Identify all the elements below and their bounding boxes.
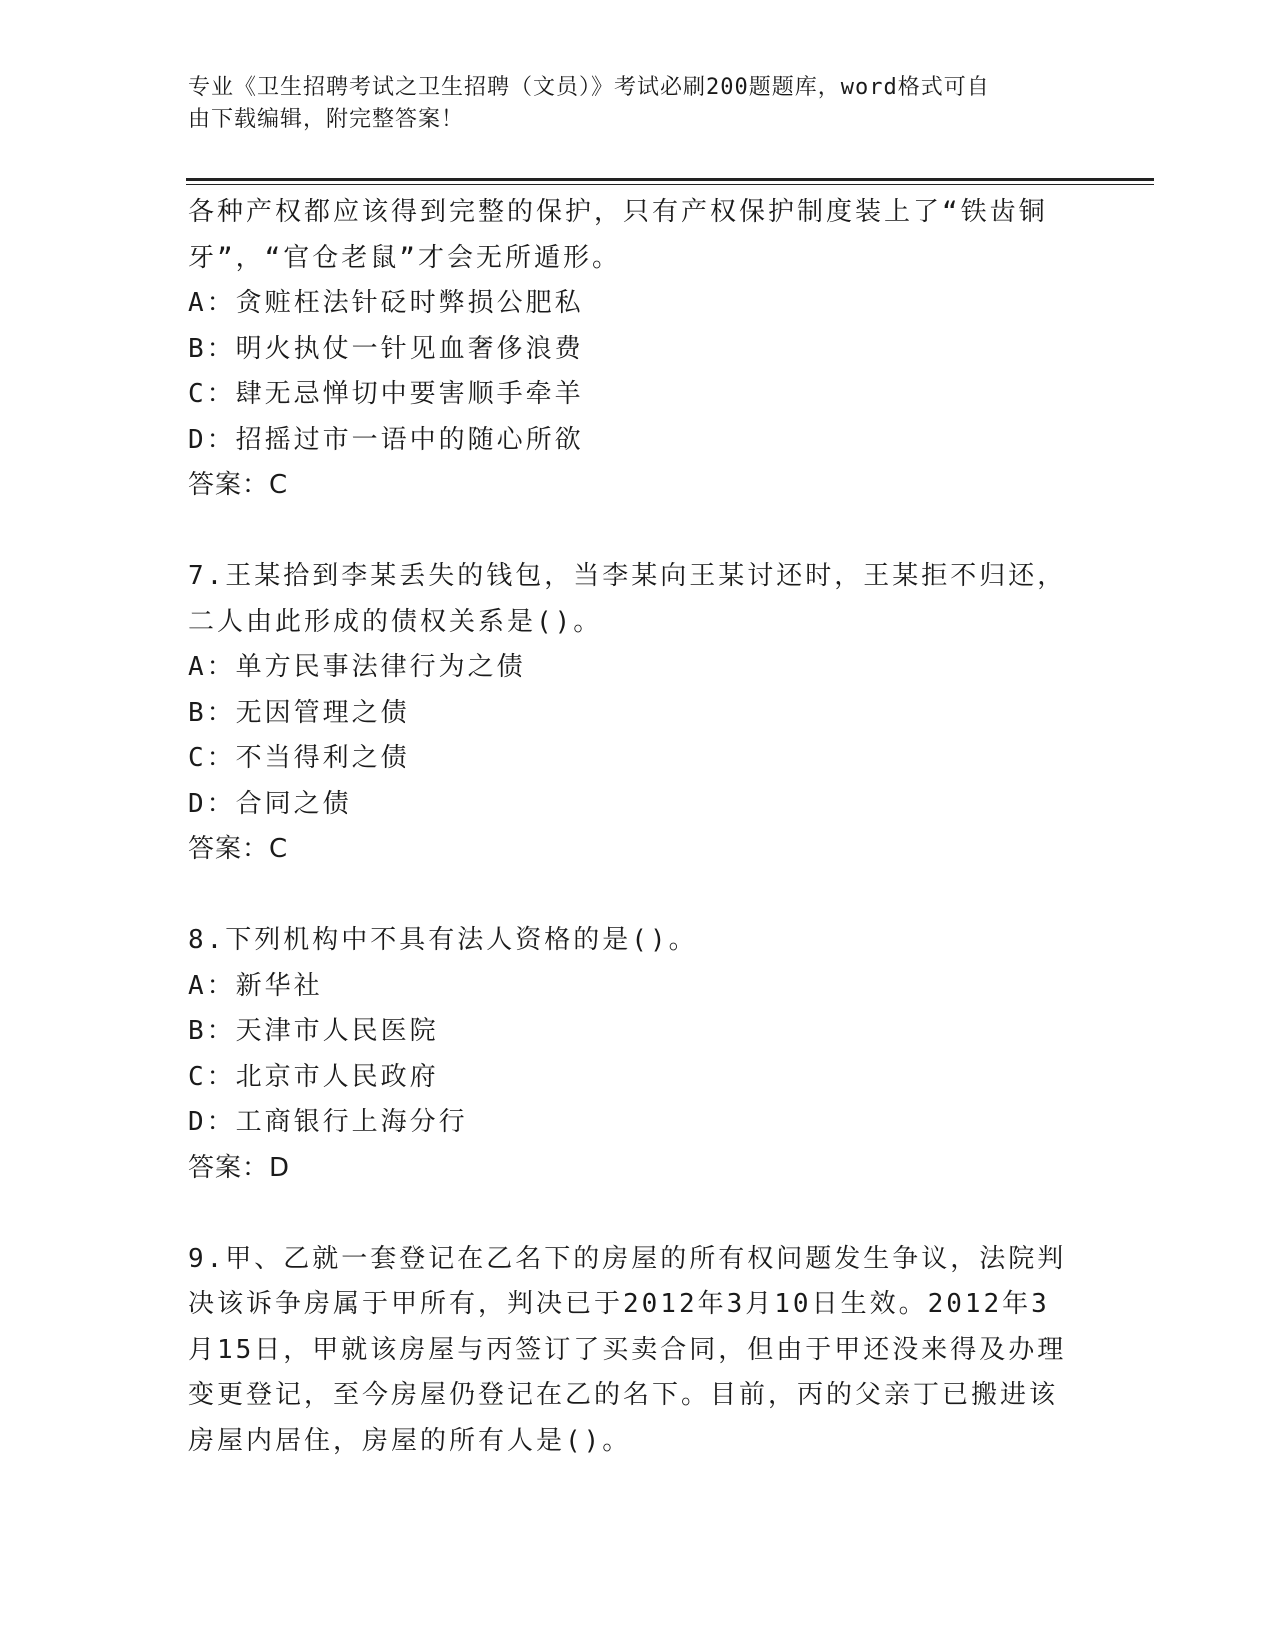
option-c: C：北京市人民政府 (188, 1061, 439, 1092)
question-stem: 8.下列机构中不具有法人资格的是()。 (188, 925, 698, 955)
question-stem: 9.甲、乙就一套登记在乙名下的房屋的所有权问题发生争议，法院判 (188, 1243, 1067, 1274)
answer: 答案：C (188, 834, 289, 864)
option-b: B：无因管理之债 (188, 697, 410, 728)
option-d: D：工商银行上海分行 (188, 1107, 468, 1137)
question-stem: 决该诉争房属于甲所有，判决已于2012年3月10日生效。2012年3 (188, 1289, 1050, 1319)
option-b: B：明火执仗一针见血奢侈浪费 (188, 333, 584, 364)
header-line-1: 专业《卫生招聘考试之卫生招聘（文员）》考试必刷200题题库，word格式可自 (188, 75, 990, 100)
question-stem: 月15日，甲就该房屋与丙签订了买卖合同，但由于甲还没来得及办理 (188, 1334, 1067, 1365)
document-header (188, 72, 1088, 136)
option-d: D：合同之债 (188, 788, 352, 819)
spacer (188, 1191, 1088, 1237)
option-c: C：肆无忌惮切中要害顺手牵羊 (188, 379, 584, 409)
question-9 (188, 1237, 1088, 1465)
header-divider-thin (186, 184, 1154, 185)
question-stem: 变更登记，至今房屋仍登记在乙的名下。目前，丙的父亲丁已搬进该 (188, 1380, 1059, 1410)
question-stem: 牙”，“官仓老鼠”才会无所遁形。 (188, 242, 621, 273)
option-a: A：新华社 (188, 970, 323, 1001)
question-7 (188, 554, 1088, 873)
option-a: A：贪赃枉法针砭时弊损公肥私 (188, 288, 584, 318)
header-divider-thick (186, 178, 1154, 181)
question-list (188, 190, 1088, 1464)
question-stem: 7.王某拾到李某丢失的钱包，当李某向王某讨还时，王某拒不归还， (188, 561, 1067, 591)
answer: 答案：D (188, 1152, 291, 1183)
option-b: B：天津市人民医院 (188, 1016, 439, 1046)
answer: 答案：C (188, 470, 289, 500)
question-stem: 二人由此形成的债权关系是()。 (188, 606, 603, 637)
question-stem: 各种产权都应该得到完整的保护，只有产权保护制度装上了“铁齿铜 (188, 197, 1048, 227)
header-line-2: 由下载编辑，附完整答案！ (188, 107, 465, 132)
option-d: D：招摇过市一语中的随心所欲 (188, 424, 584, 455)
question-8 (188, 918, 1088, 1191)
question-stem: 房屋内居住，房屋的所有人是()。 (188, 1425, 632, 1456)
question-6 (188, 190, 1088, 509)
option-c: C：不当得利之债 (188, 743, 410, 773)
spacer (188, 873, 1088, 919)
spacer (188, 509, 1088, 555)
option-a: A：单方民事法律行为之债 (188, 652, 526, 682)
